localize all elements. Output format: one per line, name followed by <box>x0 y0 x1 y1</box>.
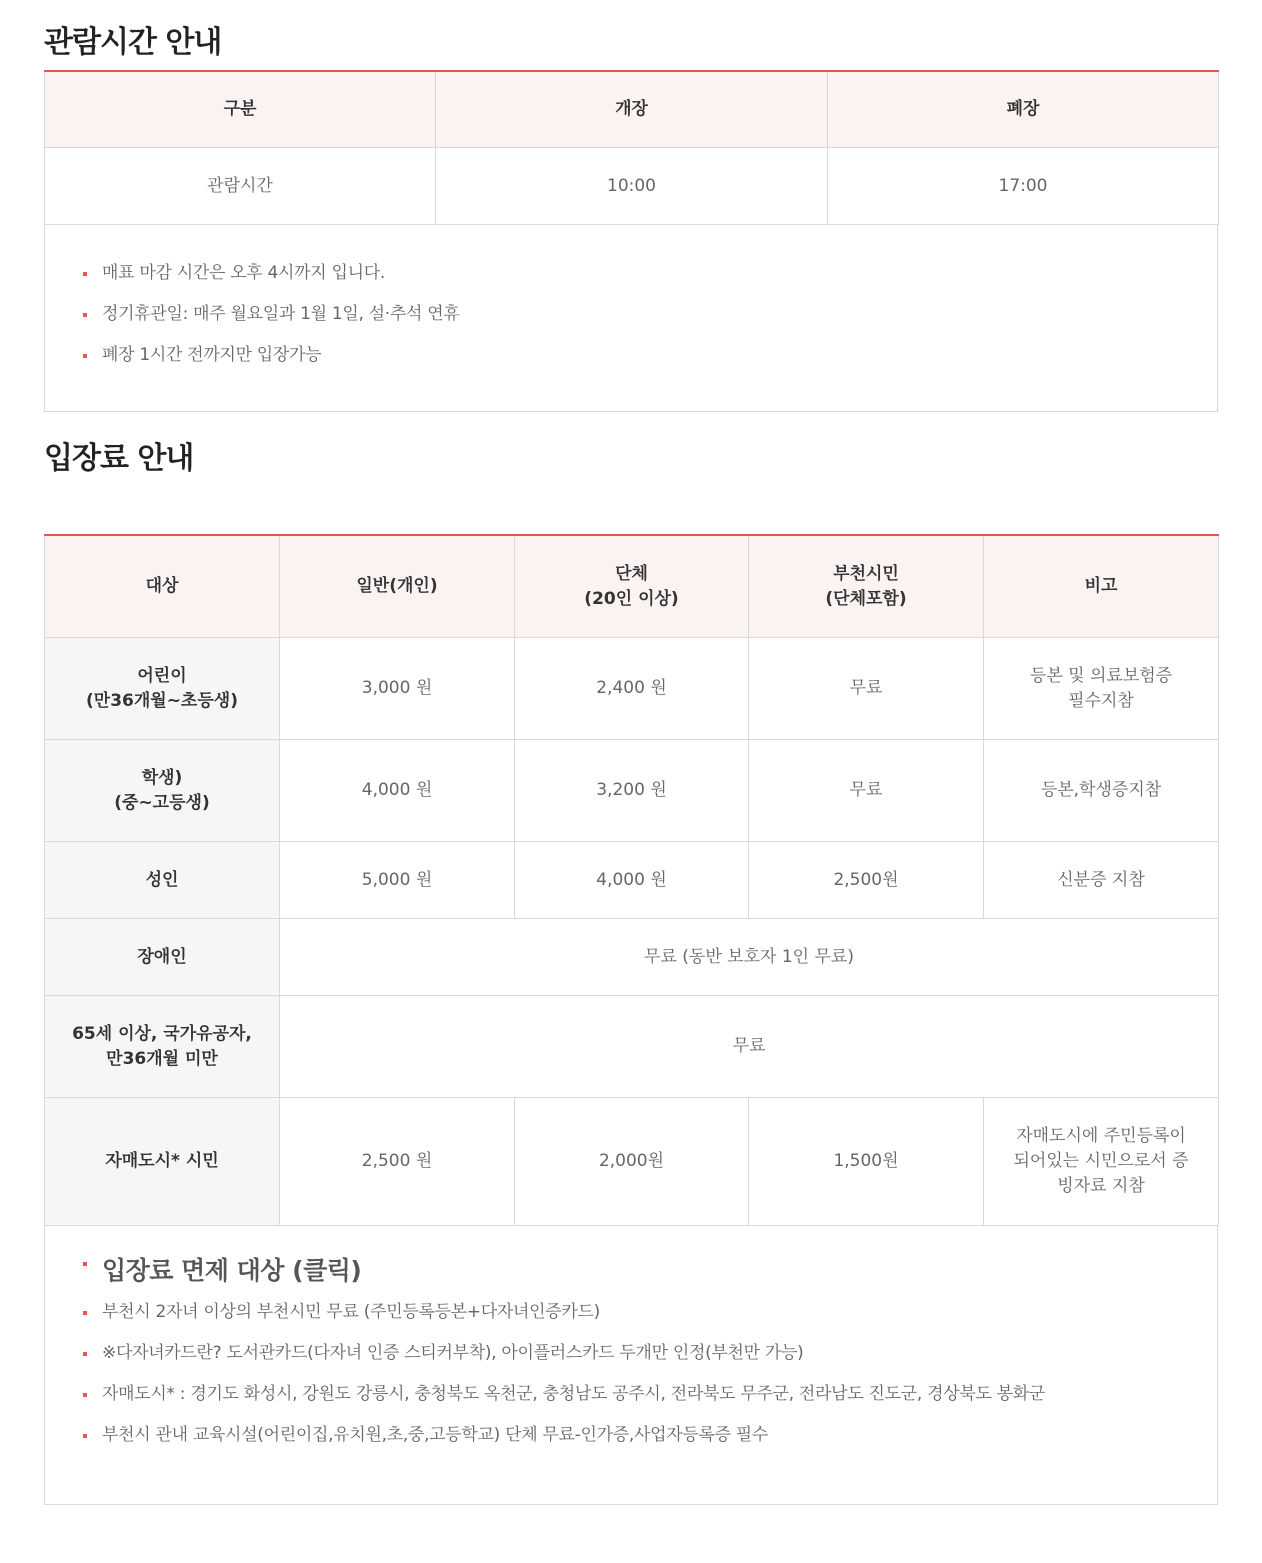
remark-line: 되어있는 시민으로서 증 <box>1013 1151 1189 1171</box>
note-text: ※다자녀카드란? 도서관카드(다자녀 인증 스티커부착), 아이플러스카드 두개만 인정(부천만 가능) <box>102 1343 804 1363</box>
adult-citizen-fee: 2,500원 <box>749 842 984 919</box>
fee-header-row <box>45 535 1219 638</box>
row-label-disabled: 장애인 <box>45 919 280 996</box>
list-item <box>81 1382 1181 1407</box>
child-general-fee: 3,000 원 <box>280 638 515 740</box>
label-line: 어린이 <box>137 665 187 686</box>
hours-header-row <box>45 71 1219 148</box>
remark-line: 필수지참 <box>1068 690 1134 711</box>
exempt-link-text[interactable]: 입장료 면제 대상 (클릭) <box>102 1256 362 1285</box>
list-item <box>81 1341 1181 1366</box>
row-label-sister-city: 자매도시* 시민 <box>45 1098 280 1226</box>
hours-table <box>44 70 1219 225</box>
bullet-icon <box>83 354 87 358</box>
note-text: 부천시 2자녀 이상의 부천시민 무료 (주민등록등본+다자녀인증카드) <box>102 1302 600 1322</box>
child-remark <box>984 638 1219 740</box>
fee-header-group <box>515 535 749 638</box>
remark-line: 자매도시에 주민등록이 <box>1016 1126 1186 1146</box>
table-row <box>45 996 1219 1098</box>
fee-header-target: 대상 <box>45 535 280 638</box>
header-line: (20인 이상) <box>584 588 679 609</box>
child-citizen-fee: 무료 <box>749 638 984 740</box>
row-label-child <box>45 638 280 740</box>
label-line: 학생) <box>141 767 183 788</box>
fee-header-citizen <box>749 535 984 638</box>
label-line: 만36개월 미만 <box>106 1048 218 1069</box>
bullet-icon <box>83 313 87 317</box>
hours-header-close: 폐장 <box>828 71 1219 148</box>
adult-remark: 신분증 지참 <box>984 842 1219 919</box>
sister-citizen-fee: 1,500원 <box>749 1098 984 1226</box>
table-row <box>45 740 1219 842</box>
note-text: 매표 마감 시간은 오후 4시까지 입니다. <box>102 263 385 283</box>
remark-line: 등본 및 의료보험증 <box>1029 665 1173 686</box>
list-item <box>81 343 1181 368</box>
note-text: 부천시 관내 교육시설(어린이집,유치원,초,중,고등학교) 단체 무료-인가증,사업자등록증 필수 <box>102 1425 769 1445</box>
note-text: 자매도시* : 경기도 화성시, 강원도 강릉시, 충청북도 옥천군, 충청남도 공주시, 전라북도 무주군, 전라남도 진도군, 경상북도 봉화군 <box>102 1384 1046 1404</box>
bullet-icon <box>83 1311 87 1315</box>
list-item <box>81 302 1181 327</box>
label-line: 65세 이상, 국가유공자, <box>72 1023 252 1044</box>
note-text: 정기휴관일: 매주 월요일과 1월 1일, 설·추석 연휴 <box>102 304 460 324</box>
adult-general-fee: 5,000 원 <box>280 842 515 919</box>
fee-table <box>44 534 1219 1226</box>
row-label-student <box>45 740 280 842</box>
sister-remark <box>984 1098 1219 1226</box>
student-group-fee: 3,200 원 <box>515 740 749 842</box>
hours-close-time: 17:00 <box>828 148 1219 225</box>
header-line: 부천시민 <box>833 563 899 584</box>
hours-notes <box>44 225 1218 412</box>
list-item <box>81 261 1181 286</box>
hours-row-label: 관람시간 <box>45 148 436 225</box>
bullet-icon <box>83 1262 87 1266</box>
header-line: (단체포함) <box>825 588 907 609</box>
fee-notes <box>44 1226 1218 1505</box>
remark-line: 빙자료 지참 <box>1057 1176 1145 1196</box>
note-text: 폐장 1시간 전까지만 입장가능 <box>102 345 322 365</box>
sister-general-fee: 2,500 원 <box>280 1098 515 1226</box>
senior-fee: 무료 <box>280 996 1219 1098</box>
table-row <box>45 919 1219 996</box>
label-line: (중~고등생) <box>114 792 210 813</box>
row-label-adult: 성인 <box>45 842 280 919</box>
hours-open-time: 10:00 <box>436 148 828 225</box>
disabled-fee: 무료 (동반 보호자 1인 무료) <box>280 919 1219 996</box>
bullet-icon <box>83 1352 87 1356</box>
child-group-fee: 2,400 원 <box>515 638 749 740</box>
student-remark: 등본,학생증지참 <box>984 740 1219 842</box>
student-general-fee: 4,000 원 <box>280 740 515 842</box>
fee-header-general: 일반(개인) <box>280 535 515 638</box>
hours-header-open: 개장 <box>436 71 828 148</box>
list-item <box>81 1423 1181 1448</box>
hours-section-title: 관람시간 안내 <box>44 25 222 60</box>
table-row <box>45 1098 1219 1226</box>
bullet-icon <box>83 272 87 276</box>
row-label-senior <box>45 996 280 1098</box>
page-content <box>44 0 1218 1505</box>
student-citizen-fee: 무료 <box>749 740 984 842</box>
table-row <box>45 638 1219 740</box>
adult-group-fee: 4,000 원 <box>515 842 749 919</box>
table-row <box>45 148 1219 225</box>
bullet-icon <box>83 1434 87 1438</box>
fee-header-remark: 비고 <box>984 535 1219 638</box>
header-line: 단체 <box>615 563 648 584</box>
table-row <box>45 842 1219 919</box>
list-item <box>81 1300 1181 1325</box>
hours-header-category: 구분 <box>45 71 436 148</box>
bullet-icon <box>83 1393 87 1397</box>
label-line: (만36개월~초등생) <box>86 690 238 711</box>
sister-group-fee: 2,000원 <box>515 1098 749 1226</box>
fee-section-title: 입장료 안내 <box>44 441 194 476</box>
exempt-target-link[interactable] <box>81 1256 1181 1286</box>
